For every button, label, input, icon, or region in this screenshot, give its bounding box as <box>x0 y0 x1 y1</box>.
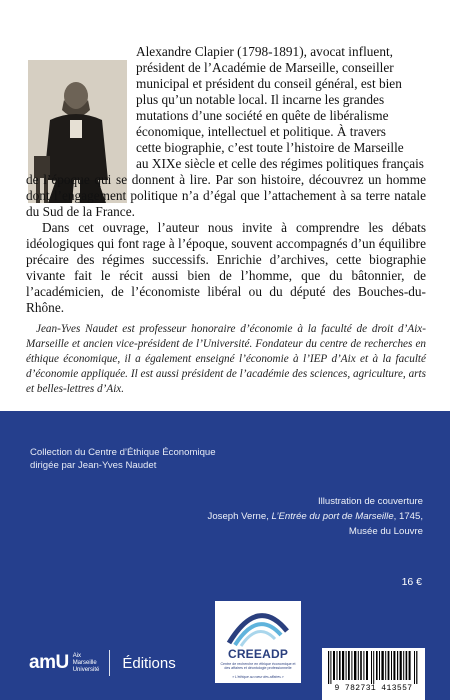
bio-line: mutations d’une société en quête de libéralisme <box>136 108 389 123</box>
collection-director: dirigée par Jean-Yves Naudet <box>30 460 157 471</box>
bio-line: économique, intellectuel et politique. À travers <box>136 124 386 139</box>
author-note: Jean-Yves Naudet est professeur honoraire d’économie à la faculté de droit d’Aix-Marseille et ancien vice-président de l’Université. Fondateur du centre de recherches en éthique économique, il a également enseigné l’économie à l’IEP d’Aix et à la faculté d’économie appliquée. Il est aussi président de l’académie des sciences, agriculture, arts et belles-lettres d’Aix. <box>26 323 426 395</box>
bio-line: municipal et président du conseil général, est bien <box>136 76 402 91</box>
bio-line: au XIXe siècle et celle des régimes politiques français <box>136 156 424 171</box>
credits-year: , 1745, <box>393 511 423 522</box>
credits-museum: Musée du Louvre <box>348 526 423 537</box>
creeadp-subtitle: Centre de recherche en éthique économique et des affaires et déontologie professionnelle <box>220 662 296 671</box>
bio-line: plus qu’un notable local. Il incarne les grandes <box>136 92 385 107</box>
price-label: 16 € <box>401 576 422 588</box>
bio-paragraph-2: Dans cet ouvrage, l’auteur nous invite à comprendre les débats idéologiques qui font rage à l’époque, souvent accompagnés d’un équilibre précaire des régimes successifs. Enrichie d’archives, cette biographie vivante fait le récit aussi bien de l’homme, que du bâtonnier, de l’académicien, de l’économiste libéral ou du député des Bouches-du-Rhône. <box>26 220 426 315</box>
amu-university-name <box>73 653 100 674</box>
credits-heading: Illustration de couverture <box>317 496 423 507</box>
isbn-barcode <box>322 648 425 700</box>
collection-line: Collection du Centre d’Éthique Économique <box>30 447 216 458</box>
barcode-bars-icon <box>322 648 425 684</box>
amu-line: Université <box>72 666 100 673</box>
isbn-number: 9 782731 413557 <box>334 684 413 693</box>
logo-divider <box>109 650 110 676</box>
bio-line: cette biographie, c’est toute l’histoire de Marseille <box>136 140 404 155</box>
editions-label: Éditions <box>122 654 176 672</box>
bio-line: président de l’Académie de Marseille, conseiller <box>136 60 394 75</box>
collection-info <box>30 446 216 472</box>
publisher-logo <box>29 650 176 676</box>
creeadp-title: CREEADP <box>227 647 289 661</box>
bio-paragraph-continued: de l’époque qui se donnent à lire. Par son histoire, découvrez un homme dont l’engagement politique n’a d’égal que l’attachement à sa terre natale du Sud de la France. <box>26 172 426 219</box>
amu-line: Marseille <box>72 659 97 666</box>
biography-text <box>26 44 426 316</box>
creeadp-emblem-icon <box>215 601 301 647</box>
cover-credits <box>123 494 423 539</box>
creeadp-tagline: « L’éthique au cœur des affaires » <box>232 675 284 679</box>
bio-line: Alexandre Clapier (1798-1891), avocat influent, <box>136 44 393 59</box>
blue-footer-panel <box>0 411 450 700</box>
credits-artwork <box>123 509 423 524</box>
credits-work-title: L’Entrée du port de Marseille <box>271 511 394 522</box>
credits-artist: Joseph Verne, <box>207 511 272 522</box>
creeadp-logo <box>215 601 301 683</box>
amu-line: Aix <box>72 652 82 659</box>
amu-logo-mark: amU <box>29 652 69 673</box>
